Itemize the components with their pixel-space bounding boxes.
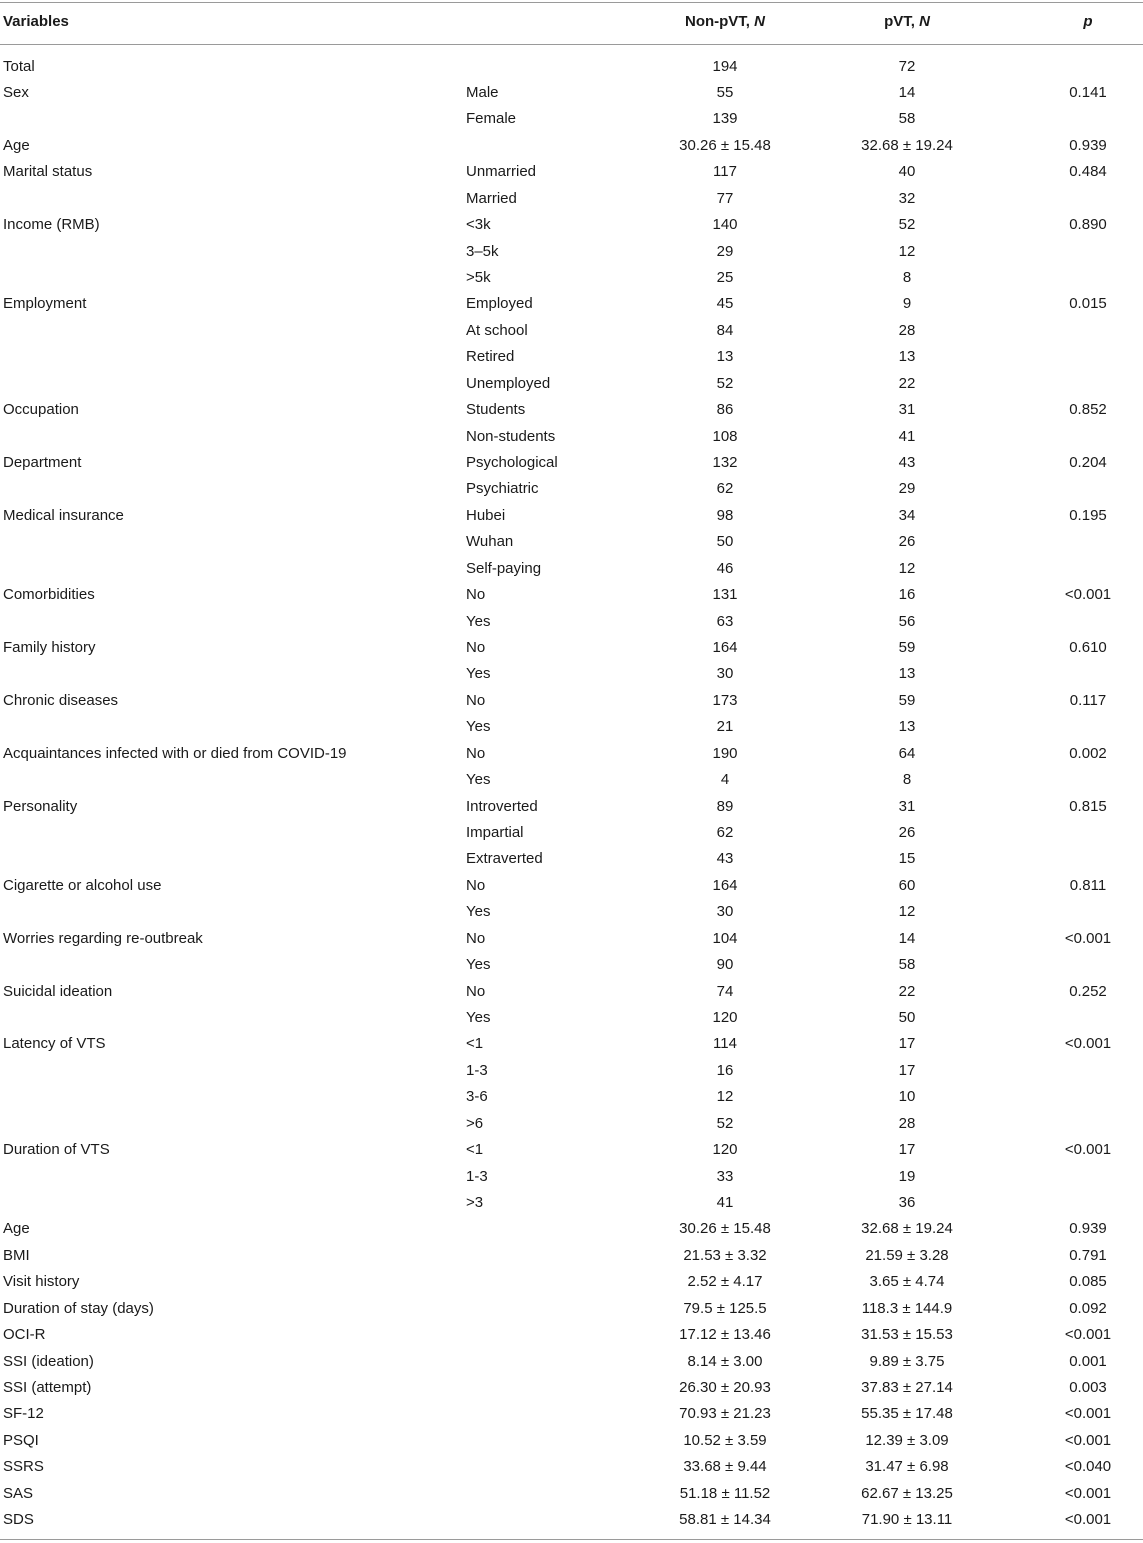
cell-category: Non-students [466,427,556,445]
cell-non-pvt: 21 [716,718,734,736]
cell-p-value: 0.117 [1069,691,1107,709]
cell-variable: Occupation [3,401,79,419]
cell-p-value: <0.001 [1064,929,1112,947]
cell-non-pvt: 132 [712,453,738,471]
cell-non-pvt: 140 [712,216,738,234]
cell-variable: PSQI [3,1431,39,1449]
table-row [0,1481,1143,1507]
cell-non-pvt: 4 [720,771,730,789]
cell-non-pvt: 8.14 ± 3.00 [687,1352,763,1370]
table-row [0,371,1143,397]
table-row [0,1375,1143,1401]
cell-pvt: 26 [898,823,916,841]
cell-non-pvt: 164 [712,638,738,656]
table-bottom-rule [0,1539,1143,1540]
cell-variable: SDS [3,1511,34,1529]
header-variables: Variables [3,13,69,30]
cell-non-pvt: 62 [716,823,734,841]
cell-category: 1-3 [466,1167,488,1185]
table-row [0,767,1143,793]
cell-non-pvt: 10.52 ± 3.59 [683,1431,767,1449]
cell-category: Self-paying [466,559,542,577]
header-non-pvt: Non-pVT, N [684,13,765,30]
cell-pvt: 12.39 ± 3.09 [865,1431,949,1449]
cell-pvt: 17 [898,1035,916,1053]
cell-category: No [466,586,486,604]
cell-non-pvt: 84 [716,321,734,339]
table-header-row [0,9,1143,35]
cell-non-pvt: 139 [712,110,738,128]
cell-category: >6 [466,1114,484,1132]
cell-pvt: 9 [902,295,912,313]
cell-p-value: 0.195 [1069,506,1107,524]
table-row [0,159,1143,185]
cell-variable: Worries regarding re-outbreak [3,929,203,947]
cell-pvt: 21.59 ± 3.28 [865,1246,949,1264]
cell-pvt: 58 [898,956,916,974]
cell-category: Yes [466,612,491,630]
cell-p-value: <0.001 [1064,1431,1112,1449]
table-row [0,1349,1143,1375]
cell-pvt: 28 [898,321,916,339]
cell-pvt: 17 [898,1141,916,1159]
cell-pvt: 14 [898,929,916,947]
cell-non-pvt: 58.81 ± 14.34 [679,1511,771,1529]
cell-pvt: 36 [898,1193,916,1211]
cell-category: >5k [466,268,491,286]
cell-p-value: 0.890 [1069,216,1107,234]
cell-variable: Chronic diseases [3,691,119,709]
cell-non-pvt: 55 [716,83,734,101]
cell-pvt: 56 [898,612,916,630]
cell-category: 3–5k [466,242,499,260]
table-row [0,556,1143,582]
cell-category: Married [466,189,517,207]
cell-variable: Income (RMB) [3,216,100,234]
cell-pvt: 26 [898,533,916,551]
cell-pvt: 34 [898,506,916,524]
cell-p-value: <0.001 [1064,1141,1112,1159]
cell-p-value: 0.002 [1069,744,1107,762]
cell-non-pvt: 89 [716,797,734,815]
table-row [0,661,1143,687]
cell-category: Extraverted [466,850,543,868]
cell-variable: Acquaintances infected with or died from COVID-19 [3,744,347,762]
cell-pvt: 12 [898,903,916,921]
cell-pvt: 19 [898,1167,916,1185]
cell-pvt: 22 [898,374,916,392]
cell-variable: Comorbidities [3,586,95,604]
cell-p-value: 0.939 [1069,136,1107,154]
cell-non-pvt: 98 [716,506,734,524]
cell-p-value: 0.252 [1069,982,1107,1000]
cell-pvt: 17 [898,1061,916,1079]
cell-category: Impartial [466,823,524,841]
cell-non-pvt: 30 [716,665,734,683]
cell-category: <1 [466,1141,484,1159]
cell-non-pvt: 26.30 ± 20.93 [679,1379,771,1396]
cell-category: Yes [466,1008,491,1026]
cell-pvt: 31 [898,401,916,419]
cell-pvt: 13 [898,348,916,366]
table-row [0,1111,1143,1137]
cell-non-pvt: 173 [712,691,738,709]
cell-category: At school [466,321,528,339]
cell-variable: Family history [3,638,96,656]
cell-category: No [466,929,486,947]
cell-non-pvt: 17.12 ± 13.46 [679,1326,771,1344]
table-row [0,397,1143,423]
cell-variable: Cigarette or alcohol use [3,876,162,894]
table-row [0,952,1143,978]
cell-p-value: 0.003 [1069,1379,1107,1396]
table-row [0,291,1143,317]
cell-non-pvt: 33.68 ± 9.44 [683,1458,767,1476]
cell-pvt: 8 [902,268,912,286]
cell-non-pvt: 46 [716,559,734,577]
cell-p-value: 0.484 [1069,163,1107,181]
cell-pvt: 31.53 ± 15.53 [861,1326,953,1344]
cell-non-pvt: 117 [713,163,737,181]
table-row [0,926,1143,952]
cell-non-pvt: 79.5 ± 125.5 [683,1299,767,1317]
table-row [0,476,1143,502]
cell-p-value: 0.811 [1069,876,1107,894]
cell-category: Retired [466,348,515,366]
table-row [0,741,1143,767]
cell-non-pvt: 120 [712,1008,738,1026]
cell-pvt: 55.35 ± 17.48 [861,1405,953,1423]
table-row [0,265,1143,291]
cell-pvt: 15 [898,850,916,868]
cell-p-value: <0.001 [1064,1511,1112,1529]
header-p: p [1083,13,1093,30]
cell-pvt: 32.68 ± 19.24 [861,136,953,154]
cell-pvt: 32 [898,189,916,207]
cell-non-pvt: 74 [716,982,734,1000]
cell-variable: Suicidal ideation [3,982,113,1000]
cell-pvt: 43 [898,453,916,471]
cell-variable: Latency of VTS [3,1035,106,1053]
cell-non-pvt: 13 [716,348,734,366]
cell-non-pvt: 120 [712,1141,738,1159]
table-row [0,1454,1143,1480]
cell-variable: Marital status [3,163,93,181]
cell-category: Yes [466,956,491,974]
cell-non-pvt: 52 [716,374,734,392]
cell-pvt: 28 [898,1114,916,1132]
table-top-rule [0,2,1143,3]
cell-pvt: 58 [898,110,916,128]
cell-category: Unmarried [466,163,537,181]
cell-p-value: 0.815 [1069,797,1107,815]
cell-category: Female [466,110,517,128]
table-row [0,1084,1143,1110]
cell-category: No [466,876,486,894]
table-row [0,1005,1143,1031]
cell-variable: Medical insurance [3,506,124,524]
cell-variable: Sex [3,83,29,101]
cell-pvt: 8 [902,771,912,789]
cell-category: 3-6 [466,1088,488,1106]
table-row [0,635,1143,661]
table-row [0,1296,1143,1322]
table-row [0,529,1143,555]
table-row [0,1401,1143,1427]
cell-pvt: 62.67 ± 13.25 [861,1484,953,1502]
table-row [0,794,1143,820]
cell-non-pvt: 51.18 ± 11.52 [679,1484,771,1502]
table-row [0,450,1143,476]
cell-non-pvt: 114 [713,1035,737,1053]
cell-pvt: 10 [898,1088,916,1106]
cell-non-pvt: 30.26 ± 15.48 [679,136,771,154]
cell-non-pvt: 190 [712,744,738,762]
cell-category: Psychological [466,453,558,471]
cell-p-value: 0.092 [1069,1299,1107,1317]
cell-variable: SAS [3,1484,34,1502]
cell-pvt: 71.90 ± 13.11 [861,1511,953,1529]
cell-pvt: 22 [898,982,916,1000]
cell-p-value: <0.001 [1064,1035,1112,1053]
cell-p-value: 0.001 [1069,1352,1107,1370]
cell-category: Yes [466,903,491,921]
cell-non-pvt: 90 [716,956,734,974]
cell-category: >3 [466,1193,484,1211]
cell-non-pvt: 70.93 ± 21.23 [679,1405,771,1423]
cell-variable: Duration of VTS [3,1141,110,1159]
cell-pvt: 59 [898,638,916,656]
cell-category: Employed [466,295,533,313]
table-row [0,133,1143,159]
cell-p-value: 0.141 [1069,83,1107,101]
cell-p-value: <0.001 [1064,586,1112,604]
cell-p-value: <0.040 [1064,1458,1112,1476]
table-row [0,1164,1143,1190]
cell-p-value: 0.015 [1069,295,1107,313]
cell-pvt: 41 [898,427,916,445]
header-bottom-rule [0,44,1143,45]
cell-variable: BMI [3,1246,30,1264]
cell-variable: Duration of stay (days) [3,1299,154,1317]
cell-category: No [466,744,486,762]
cell-category: Wuhan [466,533,514,551]
table-row [0,899,1143,925]
cell-category: Yes [466,771,491,789]
cell-non-pvt: 33 [716,1167,734,1185]
cell-category: Hubei [466,506,506,524]
cell-non-pvt: 30 [716,903,734,921]
cell-non-pvt: 50 [716,533,734,551]
cell-variable: Age [3,136,30,154]
cell-category: Introverted [466,797,538,815]
table-row [0,820,1143,846]
cell-variable: Visit history [3,1273,80,1291]
cell-category: <3k [466,216,491,234]
cell-pvt: 14 [898,83,916,101]
cell-non-pvt: 30.26 ± 15.48 [679,1220,771,1238]
cell-non-pvt: 43 [716,850,734,868]
table-row [0,80,1143,106]
cell-category: Yes [466,718,491,736]
cell-non-pvt: 104 [712,929,738,947]
table-row [0,424,1143,450]
cell-category: Unemployed [466,374,551,392]
cell-pvt: 12 [898,559,916,577]
cell-category: 1-3 [466,1061,488,1079]
cell-p-value: 0.791 [1069,1246,1107,1264]
cell-variable: Employment [3,295,87,313]
cell-pvt: 37.83 ± 27.14 [861,1379,953,1396]
cell-p-value: 0.085 [1069,1273,1107,1291]
cell-pvt: 29 [898,480,916,498]
cell-variable: Personality [3,797,78,815]
cell-non-pvt: 29 [716,242,734,260]
cell-variable: Total [3,57,35,75]
cell-pvt: 60 [898,876,916,894]
table-row [0,239,1143,265]
cell-non-pvt: 108 [712,427,738,445]
cell-non-pvt: 2.52 ± 4.17 [687,1273,763,1291]
cell-non-pvt: 62 [716,480,734,498]
cell-pvt: 3.65 ± 4.74 [869,1273,945,1291]
cell-non-pvt: 194 [712,57,738,75]
cell-pvt: 118.3 ± 144.9 [861,1299,953,1317]
table-row [0,318,1143,344]
cell-non-pvt: 164 [712,876,738,894]
table-row [0,688,1143,714]
cell-pvt: 16 [898,586,916,604]
cell-non-pvt: 77 [716,189,734,207]
cell-variable: Department [3,453,82,471]
table-row [0,846,1143,872]
table-row [0,979,1143,1005]
cell-pvt: 59 [898,691,916,709]
cell-pvt: 72 [898,57,916,75]
table-row [0,1031,1143,1057]
cell-non-pvt: 86 [716,401,734,419]
cell-category: Students [466,401,526,419]
table-row [0,106,1143,132]
cell-p-value: <0.001 [1064,1326,1112,1344]
cell-variable: SSI (attempt) [3,1379,92,1396]
table-row [0,873,1143,899]
cell-non-pvt: 21.53 ± 3.32 [683,1246,767,1264]
cell-variable: SF-12 [3,1405,44,1423]
cell-non-pvt: 52 [716,1114,734,1132]
table-row [0,1428,1143,1454]
cell-variable: Age [3,1220,30,1238]
cell-category: No [466,982,486,1000]
table-row [0,609,1143,635]
table-row [0,1058,1143,1084]
cell-non-pvt: 25 [716,268,734,286]
cell-p-value: 0.610 [1069,638,1107,656]
cell-category: Psychiatric [466,480,539,498]
cell-non-pvt: 63 [716,612,734,630]
table-row [0,54,1143,80]
table-row [0,1243,1143,1269]
table-row [0,1137,1143,1163]
cell-pvt: 40 [898,163,916,181]
table-row [0,186,1143,212]
cell-category: No [466,691,486,709]
cell-pvt: 31 [898,797,916,815]
cell-category: <1 [466,1035,484,1053]
cell-pvt: 52 [898,216,916,234]
cell-non-pvt: 12 [716,1088,734,1106]
header-pvt: pVT, N [884,13,930,30]
table-row [0,714,1143,740]
table-row [0,1190,1143,1216]
cell-pvt: 13 [898,665,916,683]
cell-p-value: 0.852 [1069,401,1107,419]
cell-p-value: <0.001 [1064,1405,1112,1423]
cell-p-value: 0.204 [1069,453,1107,471]
table-row [0,503,1143,529]
cell-p-value: <0.001 [1064,1484,1112,1502]
cell-non-pvt: 41 [716,1193,734,1211]
cell-category: No [466,638,486,656]
cell-p-value: 0.939 [1069,1220,1107,1238]
table-row [0,582,1143,608]
table-row [0,1507,1143,1533]
cell-variable: SSRS [3,1458,44,1476]
cell-non-pvt: 16 [716,1061,734,1079]
cell-pvt: 9.89 ± 3.75 [869,1352,945,1370]
cell-pvt: 12 [898,242,916,260]
cell-non-pvt: 131 [712,586,738,604]
cell-pvt: 32.68 ± 19.24 [861,1220,953,1238]
cell-category: Male [466,83,499,101]
cell-pvt: 31.47 ± 6.98 [865,1458,949,1476]
cell-variable: SSI (ideation) [3,1352,94,1370]
table-row [0,212,1143,238]
table-row [0,1269,1143,1295]
cell-variable: OCI-R [3,1326,46,1344]
cell-pvt: 64 [898,744,916,762]
table-row [0,1216,1143,1242]
table-row [0,344,1143,370]
table-row [0,1322,1143,1348]
cell-non-pvt: 45 [716,295,734,313]
cell-pvt: 50 [898,1008,916,1026]
cell-category: Yes [466,665,491,683]
cell-pvt: 13 [898,718,916,736]
